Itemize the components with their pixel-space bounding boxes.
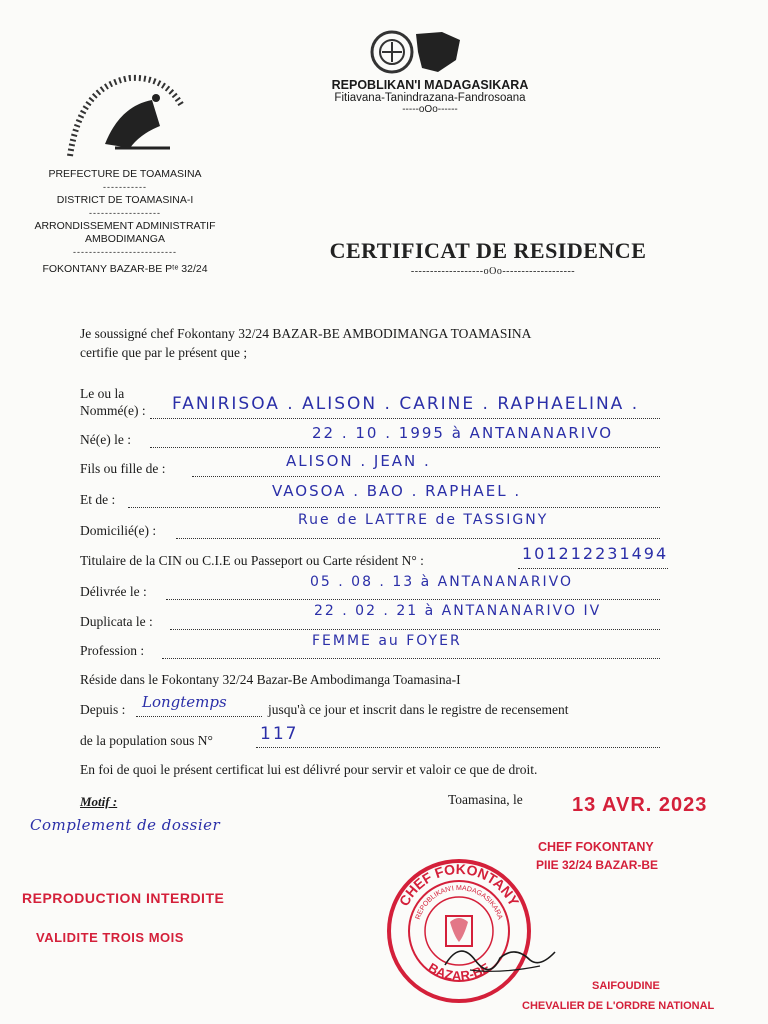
title-ornament: -------------------oOo------------------- bbox=[410, 266, 576, 277]
divider: -------------------------- bbox=[73, 247, 177, 257]
administrative-block bbox=[20, 168, 230, 276]
profession-label: Profession : bbox=[80, 643, 145, 658]
dotted-line bbox=[136, 716, 262, 717]
divider: ------------------ bbox=[89, 208, 161, 218]
motif-label: Motif : bbox=[80, 794, 118, 809]
intro-line-1: Je soussigné chef Fokontany 32/24 BAZAR-BE AMBODIMANGA TOAMASINA bbox=[80, 326, 532, 341]
dotted-line bbox=[518, 568, 668, 569]
dotted-line bbox=[166, 599, 660, 600]
delivree-value: 05 . 08 . 13 à ANTANANARIVO bbox=[310, 574, 574, 590]
ministry-seal-logo bbox=[60, 66, 190, 162]
stamp-inner-text: REPOBLIKAN'I MADAGASIKARA bbox=[414, 884, 504, 921]
dotted-line bbox=[176, 538, 660, 539]
date-stamp: 13 AVR. 2023 bbox=[572, 794, 708, 816]
duplicata-label: Duplicata le : bbox=[80, 614, 153, 629]
duplicata-value: 22 . 02 . 21 à ANTANANARIVO IV bbox=[314, 603, 602, 619]
domicile-label: Domicilié(e) : bbox=[80, 523, 157, 538]
handwritten-signature bbox=[440, 930, 560, 980]
stamp-outer-text: CHEF FOKONTANY bbox=[395, 860, 523, 909]
republic-name: REPOBLIKAN'I MADAGASIKARA bbox=[331, 78, 529, 92]
dotted-line bbox=[150, 447, 660, 448]
reproduction-interdite-stamp: REPRODUCTION INTERDITE bbox=[22, 890, 225, 906]
stamp-bottom-text: BAZAR-BE bbox=[425, 959, 493, 984]
district-label: DISTRICT DE TOAMASINA-I bbox=[56, 194, 194, 206]
ambodimanga-label: AMBODIMANGA bbox=[85, 233, 165, 245]
nomme-label-line1: Le ou la bbox=[80, 386, 125, 401]
dotted-line bbox=[128, 507, 660, 508]
ne-value: 22 . 10 . 1995 à ANTANANARIVO bbox=[312, 424, 614, 442]
prefecture-label: PREFECTURE DE TOAMASINA bbox=[48, 168, 202, 180]
divider: ----------- bbox=[103, 182, 147, 192]
intro-line-2: certifie que par le présent que ; bbox=[80, 345, 248, 360]
dotted-line bbox=[150, 418, 660, 419]
depuis-value: Longtemps bbox=[142, 693, 227, 711]
certificate-title: CERTIFICAT DE RESIDENCE bbox=[329, 238, 647, 263]
validite-stamp: VALIDITE TROIS MOIS bbox=[36, 930, 184, 945]
dotted-line bbox=[162, 658, 660, 659]
signer-name: SAIFOUDINE bbox=[592, 980, 660, 992]
nomme-label: Nommé(e) : bbox=[80, 403, 146, 418]
motif-value: Complement de dossier bbox=[30, 816, 221, 834]
population-value: 117 bbox=[260, 724, 299, 744]
dotted-line bbox=[170, 629, 660, 630]
ne-label: Né(e) le : bbox=[80, 432, 131, 447]
header-separator: -----oOo------ bbox=[402, 104, 458, 115]
fils-value: ALISON . JEAN . bbox=[286, 452, 431, 470]
dotted-line bbox=[256, 747, 660, 748]
place-label: Toamasina, le bbox=[448, 792, 523, 807]
chef-fokontany-sub: PIIE 32/24 BAZAR-BE bbox=[536, 858, 659, 872]
signer-rank: CHEVALIER DE L'ORDRE NATIONAL bbox=[522, 1000, 715, 1012]
fils-label: Fils ou fille de : bbox=[80, 461, 166, 476]
domicile-value: Rue de LATTRE de TASSIGNY bbox=[298, 512, 549, 528]
cin-value: 101212231494 bbox=[522, 544, 669, 563]
et-de-label: Et de : bbox=[80, 492, 116, 507]
population-label: de la population sous N° bbox=[80, 733, 213, 748]
profession-value: FEMME au FOYER bbox=[312, 633, 462, 649]
arrondissement-label: ARRONDISSEMENT ADMINISTRATIF bbox=[34, 220, 216, 232]
depuis-rest: jusqu'à ce jour et inscrit dans le registre de recensement bbox=[268, 702, 569, 717]
fokontany-label: FOKONTANY BAZAR-BE Pᵗᵉ 32/24 bbox=[42, 263, 208, 275]
national-motto: Fitiavana-Tanindrazana-Fandrosoana bbox=[334, 92, 526, 104]
cin-label: Titulaire de la CIN ou C.I.E ou Passeport ou Carte résident N° : bbox=[80, 553, 424, 568]
madagascar-emblem-logo bbox=[368, 26, 468, 78]
et-de-value: VAOSOA . BAO . RAPHAEL . bbox=[272, 482, 522, 500]
republic-header bbox=[300, 78, 560, 115]
dotted-line bbox=[192, 476, 660, 477]
reside-text: Réside dans le Fokontany 32/24 Bazar-Be Ambodimanga Toamasina-I bbox=[80, 672, 461, 687]
en-foi-text: En foi de quoi le présent certificat lui est délivré pour servir et valoir ce que de droit. bbox=[80, 762, 538, 777]
depuis-label: Depuis : bbox=[80, 702, 126, 717]
nomme-value: FANIRISOA . ALISON . CARINE . RAPHAELINA . bbox=[172, 394, 640, 414]
delivree-label: Délivrée le : bbox=[80, 584, 147, 599]
chef-fokontany-stamp: CHEF FOKONTANY bbox=[538, 840, 654, 854]
